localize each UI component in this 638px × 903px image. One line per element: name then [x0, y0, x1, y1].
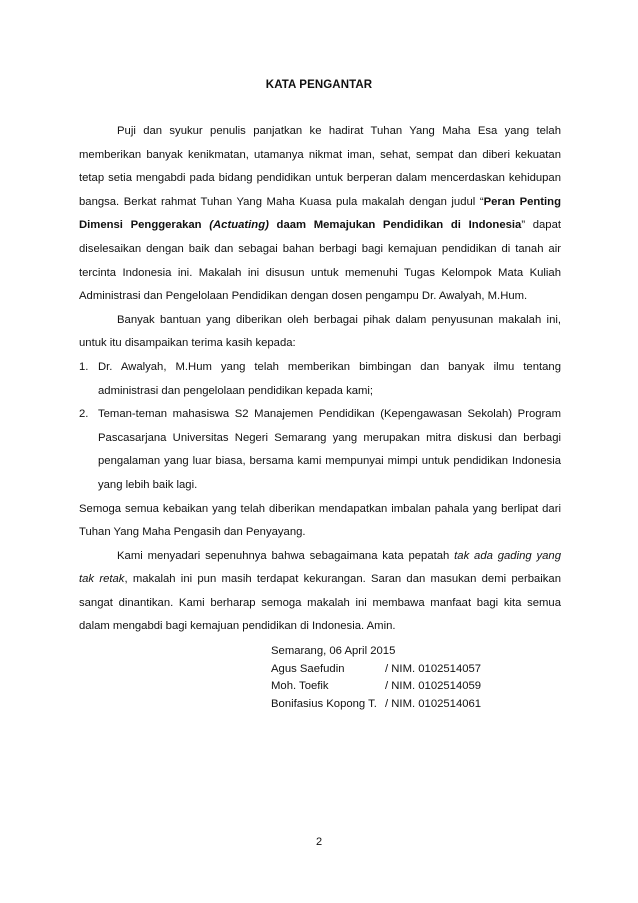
author-nim: / NIM. 0102514059: [385, 680, 482, 693]
paper-title-part-2: daam Memajukan Pendidikan di Indonesia: [268, 219, 522, 232]
paragraph-closing-text-1: Kami menyadari sepenuhnya bahwa sebagaimana kata pepatah: [117, 549, 455, 562]
paragraph-intro: [79, 120, 561, 309]
author-name: Bonifasius Kopong T.: [271, 697, 377, 710]
place-date: Semarang, 06 April 2015: [271, 645, 396, 657]
body-text: [79, 120, 561, 639]
author-name: Moh. Toefik: [271, 680, 329, 693]
list-item: [79, 356, 561, 403]
paper-title-part-1: Peran Penting Dimensi Penggerakan: [79, 195, 561, 232]
paragraph-intro-rest: ” dapat diselesaikan dengan baik dan sebagai bahan berbagi bagi kemajuan pendidikan di tanah air tercinta Indonesia ini. Makalah ini disusun untuk memenuhi Tugas Kelompok Mata Kuliah Administrasi dan Pengelolaan Pendidikan dengan dosen pengampu Dr. Awalyah, M.Hum.: [79, 219, 562, 303]
proverb: tak ada gading yang tak retak: [79, 549, 561, 586]
author-nim: / NIM. 0102514057: [385, 662, 482, 675]
paragraph-thanks: Banyak bantuan yang diberikan oleh berbagai pihak dalam penyusunan makalah ini, untuk itu disampaikan terima kasih kepada:: [79, 313, 561, 350]
author-row: [271, 678, 481, 696]
paragraph-closing: [79, 545, 561, 639]
page-title: KATA PENGANTAR: [265, 79, 373, 91]
page-number: 2: [315, 836, 323, 848]
paragraph-intro-text: Puji dan syukur penulis panjatkan ke hadirat Tuhan Yang Maha Esa yang telah memberikan banyak kenikmatan, utamanya nikmat iman, sehat, sempat dan diberi kekuatan tetap setia mengabdi pada bidang pendidikan untuk berperan dalam mencerdaskan kehidupan bangsa. Berkat rahmat Tuhan Yang Maha Kuasa pula makalah dengan judul “: [79, 125, 561, 208]
list-item-text: Teman-teman mahasiswa S2 Manajemen Pendidikan (Kepengawasan Sekolah) Program Pascasarjana Universitas Negeri Semarang yang merupakan mitra diskusi dan berbagi pengalaman yang luar biasa, bersama kami mempunyai mimpi untuk pendidikan Indonesia yang lebih baik lagi.: [98, 408, 561, 491]
list-item-number: 2.: [79, 408, 89, 421]
paper-title-italic: (Actuating): [209, 219, 269, 232]
author-row: [271, 661, 481, 679]
thanks-list: [79, 356, 561, 498]
paragraph-closing-text-2: , makalah ini pun masih terdapat kekurangan. Saran dan masukan demi perbaikan sangat dinantikan. Kami berharap semoga makalah ini membawa manfaat bagi kita semua dalam mengabdi bagi kemajuan pendidikan di Indonesia. Amin.: [79, 573, 561, 633]
list-item: [79, 403, 561, 497]
signature-block: [271, 643, 481, 713]
author-name: Agus Saefudin: [271, 662, 345, 675]
author-nim: / NIM. 0102514061: [385, 697, 482, 710]
list-item-text: Dr. Awalyah, M.Hum yang telah memberikan bimbingan dan banyak ilmu tentang administrasi dan pengelolaan pendidikan kepada kami;: [98, 360, 561, 397]
paragraph-blessing: Semoga semua kebaikan yang telah diberikan mendapatkan imbalan pahala yang berlipat dari Tuhan Yang Maha Pengasih dan Penyayang.: [79, 502, 561, 539]
list-item-number: 1.: [79, 360, 89, 373]
author-row: [271, 696, 481, 714]
